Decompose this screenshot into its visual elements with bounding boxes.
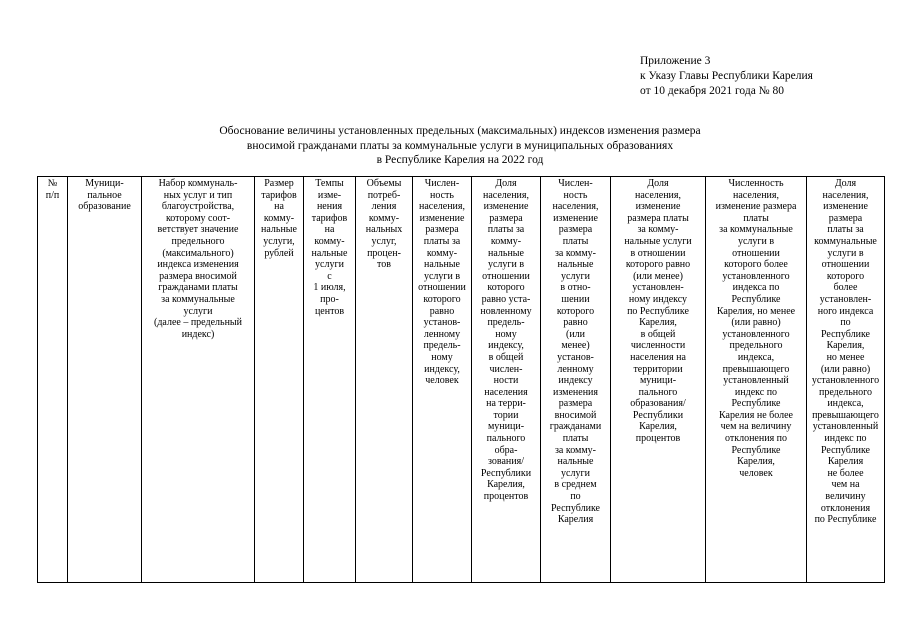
col-share-within-deviation: Доля населения, изменение размера платы за коммунальные услуги в отношении которого более установлен- ного индекса по Республике Карелия, но менее (или равно) установленного предельного индекса, превышающего установленный индекс по Республике Карелия не более чем на величину отклонения по Республике (807, 177, 885, 583)
appendix-line-3: от 10 декабря 2021 года № 80 (640, 85, 785, 97)
col-municipality: Муници- пальное образование (68, 177, 142, 583)
col-consumption-volume: Объемы потреб- ления комму- нальных услуг, процен- тов (356, 177, 413, 583)
col-number: № п/п (38, 177, 68, 583)
col-tariff-size: Размер тарифов на комму- нальные услуги, рублей (255, 177, 304, 583)
table-header-row (38, 177, 885, 583)
col-share-below-average: Доля населения, изменение размера платы за комму- нальные услуги в отношении которого равно (или менее) установлен- ному индексу по Республике Карелия, в общей численности населения на территории муници- пального образования/ Республики Карелия, процентов (611, 177, 706, 583)
col-population-equal-limit: Числен- ность населения, изменение размера платы за комму- нальные услуги в отношении которого равно установ- ленному предель- ному индексу, человек (413, 177, 472, 583)
col-population-within-deviation: Численность населения, изменение размера платы за коммунальные услуги в отношении которого более установленного индекса по Республике Карелия, но менее (или равно) установленного предельного индекса, превышающего установленный индекс по Республике Карелия не более чем на величину отклонения по Республике Карелия, человек (706, 177, 807, 583)
appendix-header (640, 54, 813, 99)
document-title (150, 124, 770, 168)
col-services-set: Набор коммуналь- ных услуг и тип благоустройства, которому соот- ветствует значение предельного (максимального) индекса изменения размера вносимой гражданами платы за коммунальные услуги (далее – предельный индекс) (142, 177, 255, 583)
col-share-equal-limit: Доля населения, изменение размера платы за комму- нальные услуги в отношении которого равно уста- новленному предель- ному индексу, в общей числен- ности населения на терри- тории муници- пального обра- зования/ Республики Карелия, процентов (472, 177, 541, 583)
indices-table (37, 176, 885, 583)
col-tariff-change-rate: Темпы изме- нения тарифов на комму- нальные услуги с 1 июля, про- центов (304, 177, 356, 583)
title-line-1: Обоснование величины установленных предельных (максимальных) индексов изменения размера (219, 125, 701, 137)
appendix-line-1: Приложение 3 (640, 55, 711, 67)
col-population-below-average: Числен- ность населения, изменение размера платы за комму- нальные услуги в отно- шении которого равно (или менее) установ- ленному индексу изменения размера вносимой гражданами платы за комму- нальные услуги в среднем по Республике Карелия (541, 177, 611, 583)
title-line-3: в Республике Карелия на 2022 год (376, 154, 544, 166)
title-line-2: вносимой гражданами платы за коммунальные услуги в муниципальных образованиях (246, 139, 674, 152)
appendix-line-2: к Указу Главы Республики Карелия (640, 70, 813, 82)
